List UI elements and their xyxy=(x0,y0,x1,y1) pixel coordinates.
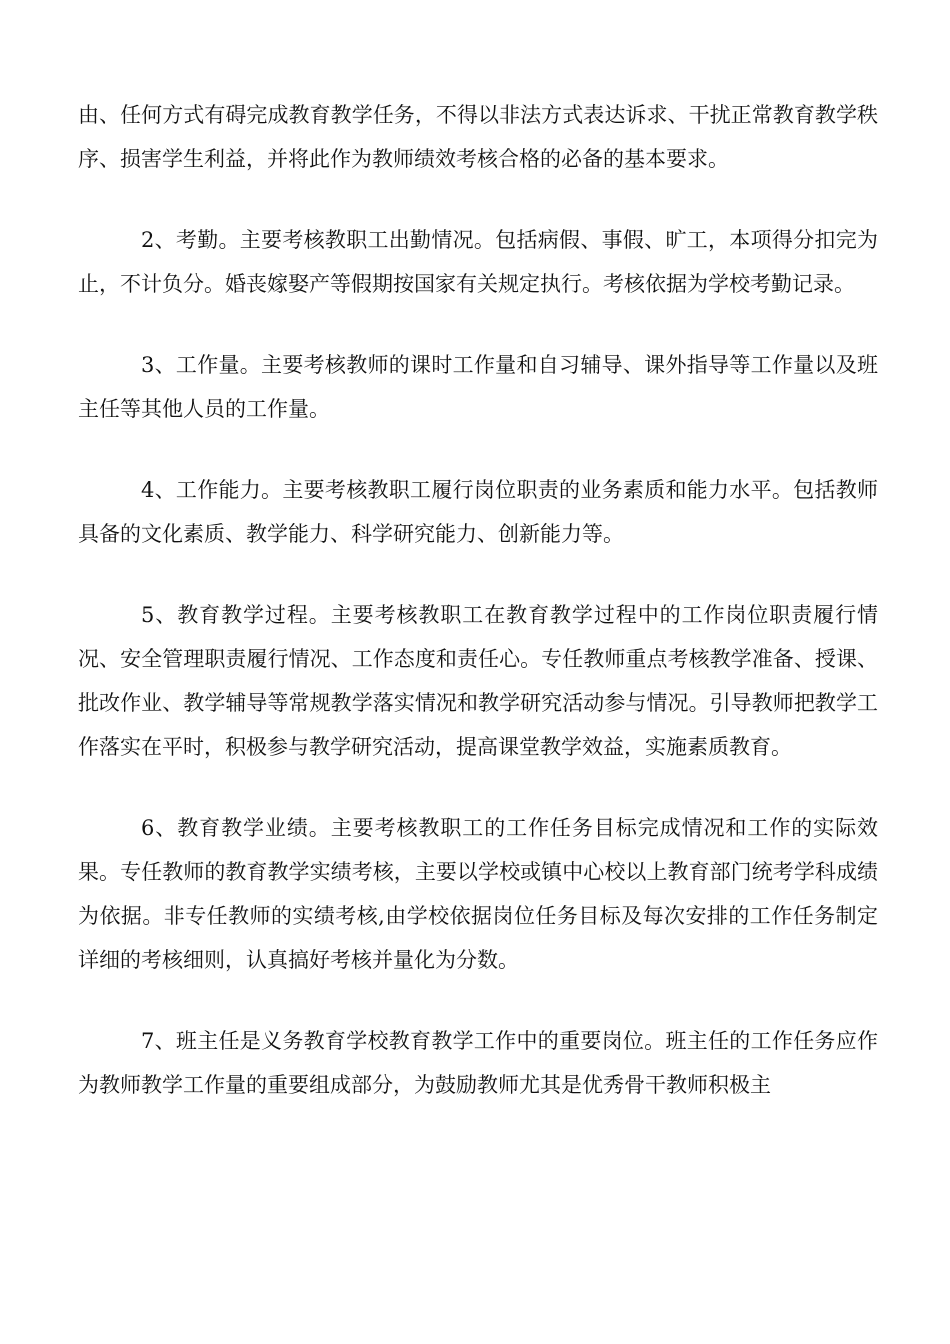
paragraph-teaching-process: 5、教育教学过程。主要考核教职工在教育教学过程中的工作岗位职责履行情况、安全管理职责履行情况、工作态度和责任心。专任教师重点考核教学准备、授课、批改作业、教学辅导等常规教学落实情况和教学研究活动参与情况。引导教师把教学工作落实在平时，积极参与教学研究活动，提高课堂教学效益，实施素质教育。 xyxy=(78,603,878,759)
paragraph-head-teacher: 7、班主任是义务教育学校教育教学工作中的重要岗位。班主任的工作任务应作为教师教学工作量的重要组成部分，为鼓励教师尤其是优秀骨干教师积极主 xyxy=(78,1029,878,1097)
paragraph-attendance: 2、考勤。主要考核教职工出勤情况。包括病假、事假、旷工，本项得分扣完为止，不计负分。婚丧嫁娶产等假期按国家有关规定执行。考核依据为学校考勤记录。 xyxy=(78,228,878,296)
paragraph-work-ability: 4、工作能力。主要考核教职工履行岗位职责的业务素质和能力水平。包括教师具备的文化素质、教学能力、科学研究能力、创新能力等。 xyxy=(78,478,878,546)
paragraph-workload: 3、工作量。主要考核教师的课时工作量和自习辅导、课外指导等工作量以及班主任等其他人员的工作量。 xyxy=(78,353,878,421)
paragraph-teaching-performance: 6、教育教学业绩。主要考核教职工的工作任务目标完成情况和工作的实际效果。专任教师的教育教学实绩考核，主要以学校或镇中心校以上教育部门统考学科成绩为依据。非专任教师的实绩考核,由学校依据岗位任务目标及每次安排的工作任务制定详细的考核细则，认真搞好考核并量化为分数。 xyxy=(78,816,878,972)
document-body xyxy=(78,93,878,1144)
paragraph-continuation: 由、任何方式有碍完成教育教学任务，不得以非法方式表达诉求、干扰正常教育教学秩序、损害学生利益，并将此作为教师绩效考核合格的必备的基本要求。 xyxy=(78,103,878,171)
